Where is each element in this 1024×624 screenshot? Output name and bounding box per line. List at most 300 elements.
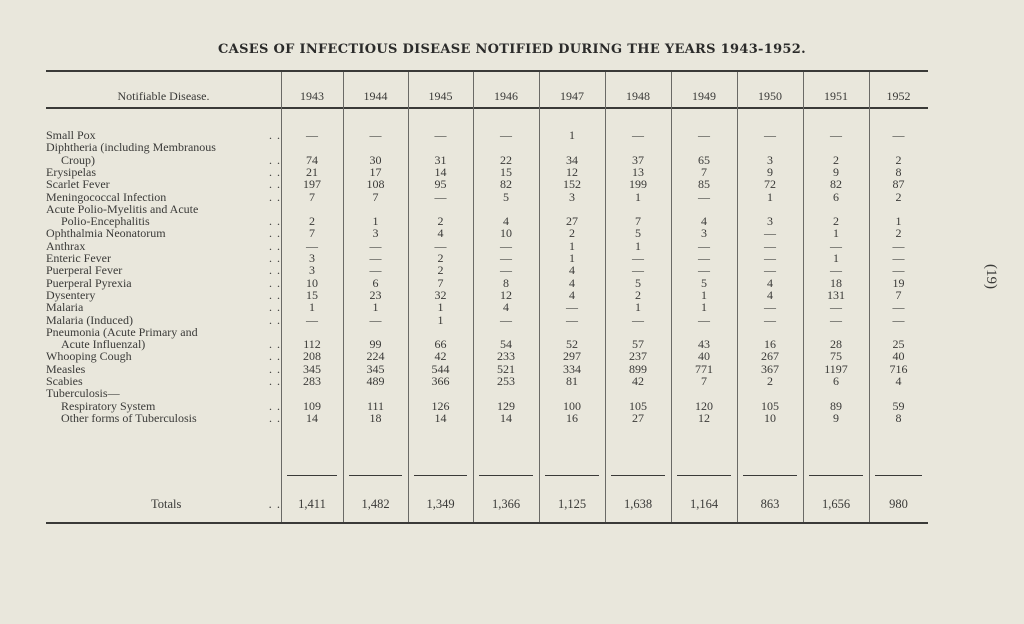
table-cell: 27 <box>566 214 578 229</box>
disease-label: Other forms of Tuberculosis <box>61 410 197 425</box>
table-cell: — <box>434 128 447 142</box>
leader-dots: . . <box>269 177 281 192</box>
table-cell: 34 <box>566 152 578 167</box>
table-cell: 52 <box>566 337 578 352</box>
table-cell: — <box>892 251 905 265</box>
table-cell: — <box>434 189 447 204</box>
table-row <box>46 326 928 339</box>
table-cell: 2 <box>833 152 839 167</box>
table-cell: — <box>698 189 710 204</box>
table-cell: 40 <box>892 349 905 364</box>
column-header-year: 1944 <box>363 89 388 103</box>
table-cell: — <box>764 226 776 241</box>
table-cell: 4 <box>569 263 575 278</box>
table-cell: 31 <box>434 152 447 167</box>
table-cell: — <box>892 312 905 327</box>
disease-label: Croup) <box>61 152 95 167</box>
table-cell: 7 <box>372 189 379 204</box>
table-cell: 95 <box>434 177 447 192</box>
table-cell: 4 <box>437 226 444 241</box>
table-cell: 4 <box>569 287 575 302</box>
table-cell: 42 <box>632 374 644 388</box>
table-cell: 37 <box>632 152 644 167</box>
table-cell: 9 <box>833 410 839 425</box>
disease-label: Anthrax <box>46 238 86 253</box>
table-cell: 1 <box>833 251 839 265</box>
table-cell: 208 <box>303 349 321 364</box>
table-cell: 2 <box>437 214 444 229</box>
table-cell: — <box>306 238 318 253</box>
table-cell: 7 <box>309 226 315 241</box>
leader-dots: . . <box>269 226 281 241</box>
table-cell: 283 <box>303 374 321 388</box>
table-cell: 366 <box>431 374 450 388</box>
totals-row <box>46 497 928 511</box>
table-cell: 1 <box>701 300 707 315</box>
table-cell: — <box>306 128 318 142</box>
table-cell: 5 <box>635 226 641 241</box>
table-cell: — <box>698 128 710 142</box>
disease-label: Erysipelas <box>46 164 96 179</box>
table-cell: 75 <box>830 349 842 364</box>
table-cell: 105 <box>761 398 779 413</box>
column-header-disease: Notifiable Disease. <box>117 89 210 103</box>
table-cell: 32 <box>434 287 447 302</box>
table-cell: — <box>830 263 842 278</box>
table-row <box>46 277 928 290</box>
table-cell: 1 <box>309 300 315 315</box>
table-cell: 199 <box>629 177 647 192</box>
table-cell: 2 <box>833 214 839 229</box>
column-header-year: 1949 <box>692 89 716 103</box>
table-cell: 4 <box>701 214 707 229</box>
table-cell: 10 <box>500 226 512 241</box>
disease-label: Scabies <box>46 374 83 388</box>
table-cell: 4 <box>767 275 773 290</box>
table-cell: 1 <box>437 312 444 327</box>
table-cell: 43 <box>698 337 710 352</box>
table-cell: — <box>764 300 776 315</box>
table-row <box>46 264 928 277</box>
table-cell: 65 <box>698 152 710 167</box>
bottom-rule <box>46 522 928 524</box>
table-row <box>46 166 928 179</box>
table-cell: 99 <box>369 337 382 352</box>
table-cell: 131 <box>827 287 845 302</box>
table-row <box>46 215 928 228</box>
table-cell: 345 <box>303 361 321 376</box>
table-cell: — <box>369 238 382 253</box>
table-cell: — <box>566 300 578 315</box>
table-title: CASES OF INFECTIOUS DISEASE NOTIFIED DURING THE YEARS 1943-1952. <box>218 42 806 57</box>
leader-dots: . . <box>269 214 281 229</box>
table-cell: 57 <box>632 337 644 352</box>
table-row <box>46 154 928 167</box>
total-cell: 1,349 <box>426 497 455 511</box>
table-cell: — <box>698 238 710 253</box>
table-cell: 4 <box>503 214 509 229</box>
disease-label: Whooping Cough <box>46 349 132 364</box>
sum-rule <box>349 475 402 476</box>
table-cell: 120 <box>695 398 713 413</box>
table-cell: — <box>830 238 842 253</box>
table-cell: 4 <box>503 300 509 315</box>
table-cell: 25 <box>892 337 905 352</box>
table-cell: 4 <box>895 374 902 388</box>
table-cell: — <box>764 238 776 253</box>
disease-label: Scarlet Fever <box>46 177 110 192</box>
column-header-year: 1945 <box>428 89 453 103</box>
table-cell: 109 <box>303 398 321 413</box>
table-cell: 16 <box>764 337 776 352</box>
table-cell: 334 <box>563 361 581 376</box>
table-cell: 367 <box>761 361 779 376</box>
leader-dots: . . <box>269 238 281 253</box>
table-cell: 42 <box>434 349 447 364</box>
total-cell: 1,366 <box>491 497 521 511</box>
sum-rule <box>611 475 665 476</box>
disease-label: Polio-Encephalitis <box>61 214 150 229</box>
sum-rule <box>677 475 731 476</box>
table-cell: 8 <box>895 410 902 425</box>
table-cell: 12 <box>698 410 710 425</box>
table-cell: — <box>892 300 905 315</box>
table-cell: 716 <box>889 361 908 376</box>
table-cell: 2 <box>895 152 902 167</box>
table-cell: 15 <box>306 287 318 302</box>
table-cell: — <box>632 312 644 327</box>
table-cell: 66 <box>434 337 447 352</box>
table-cell: 17 <box>369 164 382 179</box>
leader-dots: . . <box>269 337 281 352</box>
total-cell: 1,125 <box>557 497 587 511</box>
disease-label: Malaria (Induced) <box>46 312 133 327</box>
table-cell: 3 <box>767 214 773 229</box>
table-cell: 13 <box>632 164 644 179</box>
table-cell: — <box>632 251 644 265</box>
table-cell: 5 <box>635 275 641 290</box>
table-cell: 3 <box>309 251 315 265</box>
table-cell: 297 <box>563 349 581 364</box>
table-cell: — <box>632 263 644 278</box>
sum-rule <box>287 475 337 476</box>
totals-label: Totals <box>151 497 182 511</box>
table-cell: — <box>306 312 318 327</box>
table-cell: 1 <box>372 214 379 229</box>
table-cell: 8 <box>503 275 509 290</box>
table-cell: 3 <box>701 226 707 241</box>
leader-dots: . . <box>269 300 281 315</box>
table-cell: 1 <box>569 251 575 265</box>
table-cell: 345 <box>366 361 385 376</box>
table-cell: 30 <box>369 152 382 167</box>
table-cell: 28 <box>830 337 842 352</box>
table-cell: 14 <box>306 410 318 425</box>
table-cell: 3 <box>309 263 315 278</box>
table-cell: 111 <box>366 398 385 413</box>
table-cell: 224 <box>366 349 385 364</box>
table-cell: — <box>369 312 382 327</box>
leader-dots: . . <box>269 189 281 204</box>
table-cell: — <box>698 312 710 327</box>
table-cell: — <box>830 128 842 142</box>
table-cell: 85 <box>698 177 710 192</box>
table-row <box>46 412 928 425</box>
total-cell: 980 <box>889 497 908 511</box>
table-cell: 14 <box>434 410 447 425</box>
table-cell: 18 <box>369 410 382 425</box>
table-cell: 3 <box>372 226 379 241</box>
total-cell: 1,411 <box>298 497 326 511</box>
table-row <box>46 178 928 191</box>
table-cell: 6 <box>833 374 839 388</box>
table-cell: 1 <box>372 300 379 315</box>
table-cell: 59 <box>892 398 905 413</box>
sum-rule <box>809 475 863 476</box>
table-cell: 1 <box>569 238 575 253</box>
leader-dots: . . <box>269 152 281 167</box>
disease-label: Respiratory System <box>61 398 156 413</box>
table-cell: — <box>500 263 512 278</box>
table-row <box>46 363 928 376</box>
table-row <box>46 203 928 216</box>
table-cell: 6 <box>372 275 379 290</box>
table-cell: — <box>764 312 776 327</box>
disease-label: Acute Influenzal) <box>61 337 146 352</box>
table-row <box>46 141 928 154</box>
table-cell: — <box>632 128 644 142</box>
leader-dots: . . <box>269 410 281 425</box>
table-row <box>46 227 928 240</box>
table-cell: 10 <box>764 410 776 425</box>
table-cell: 126 <box>431 398 450 413</box>
disease-label: Ophthalmia Neonatorum <box>46 226 166 241</box>
page-number: (19) <box>983 264 999 289</box>
table-cell: — <box>892 263 905 278</box>
disease-label: Diphtheria (including Membranous <box>46 140 216 155</box>
leader-dots: . . <box>269 398 281 413</box>
table-cell: 16 <box>566 410 578 425</box>
table-cell: 3 <box>569 189 575 204</box>
column-header-year: 1948 <box>626 89 650 103</box>
disease-label: Puerperal Pyrexia <box>46 275 132 290</box>
table-cell: 54 <box>500 337 512 352</box>
table-cell: — <box>698 263 710 278</box>
leader-dots: . . <box>269 128 281 142</box>
table-cell: 1 <box>701 287 707 302</box>
table-cell: 2 <box>895 226 902 241</box>
table-row <box>46 252 928 265</box>
table-cell: 771 <box>695 361 713 376</box>
leader-dots: . . <box>269 349 281 364</box>
table-cell: 2 <box>437 263 444 278</box>
sum-rule <box>743 475 797 476</box>
total-cell: 1,164 <box>689 497 719 511</box>
table-cell: 1 <box>833 226 839 241</box>
table-cell: 81 <box>566 374 578 388</box>
table-cell: 74 <box>306 152 318 167</box>
top-rule <box>46 70 928 72</box>
table-cell: 6 <box>833 189 839 204</box>
table-cell: — <box>500 128 512 142</box>
table-cell: 152 <box>563 177 581 192</box>
leader-dots: . . <box>269 374 281 388</box>
table-cell: 197 <box>303 177 321 192</box>
table-cell: 82 <box>830 177 842 192</box>
table-cell: — <box>830 300 842 315</box>
table-cell: 1197 <box>824 361 848 376</box>
table-cell: 544 <box>431 361 450 376</box>
table-cell: 10 <box>306 275 318 290</box>
table-cell: 4 <box>767 287 773 302</box>
disease-label: Measles <box>46 361 86 376</box>
leader-dots: . . <box>269 361 281 376</box>
table-cell: 3 <box>767 152 773 167</box>
table-cell: 7 <box>701 164 707 179</box>
table-cell: 14 <box>500 410 512 425</box>
table-cell: 15 <box>500 164 512 179</box>
table-cell: 19 <box>892 275 905 290</box>
table-row <box>46 240 928 253</box>
table-cell: — <box>764 251 776 265</box>
table-cell: 9 <box>833 164 839 179</box>
disease-label: Dysentery <box>46 287 96 302</box>
column-header-year: 1951 <box>824 89 848 103</box>
table-cell: 1 <box>437 300 444 315</box>
table-cell: — <box>369 263 382 278</box>
leader-dots: . . <box>269 251 281 265</box>
table-cell: 23 <box>369 287 382 302</box>
table-cell: 267 <box>761 349 779 364</box>
table-cell: 7 <box>309 189 315 204</box>
table-cell: 21 <box>306 164 318 179</box>
table-cell: 237 <box>629 349 647 364</box>
column-header-year: 1947 <box>560 89 584 103</box>
table-row <box>46 387 928 400</box>
leader-dots: . . <box>269 287 281 302</box>
table-cell: 1 <box>569 128 575 142</box>
table-cell: — <box>500 238 512 253</box>
table-row <box>46 338 928 351</box>
total-cell: 1,482 <box>361 497 390 511</box>
table-cell: 7 <box>437 275 444 290</box>
disease-label: Enteric Fever <box>46 251 111 265</box>
table-cell: 5 <box>503 189 509 204</box>
table-cell: 89 <box>830 398 842 413</box>
table-cell: 40 <box>698 349 710 364</box>
column-header-year: 1946 <box>494 89 518 103</box>
table-cell: 9 <box>767 164 773 179</box>
leader-dots: . . <box>269 263 281 278</box>
table-cell: — <box>764 263 776 278</box>
leader-dots: . . <box>269 312 281 327</box>
disease-label: Malaria <box>46 300 84 315</box>
table-cell: 2 <box>309 214 315 229</box>
disease-label: Acute Polio-Myelitis and Acute <box>46 201 199 216</box>
table-cell: 899 <box>629 361 647 376</box>
table-cell: — <box>566 312 578 327</box>
total-cell: 863 <box>760 497 780 511</box>
table-cell: 100 <box>563 398 581 413</box>
table-row <box>46 301 928 314</box>
table-cell: — <box>369 251 382 265</box>
table-cell: 253 <box>497 374 515 388</box>
table-cell: 12 <box>500 287 512 302</box>
table-cell: 129 <box>497 398 515 413</box>
table-row <box>46 350 928 363</box>
table-cell: 2 <box>767 374 773 388</box>
table-cell: 22 <box>500 152 512 167</box>
table-cell: 1 <box>635 300 641 315</box>
table-cell: 7 <box>635 214 641 229</box>
table-cell: 5 <box>701 275 707 290</box>
table-cell: 8 <box>895 164 902 179</box>
table-row <box>46 375 928 388</box>
table-cell: 2 <box>437 251 444 265</box>
total-cell: 1,656 <box>821 497 851 511</box>
disease-label: Puerperal Fever <box>46 263 123 278</box>
table-cell: 105 <box>629 398 647 413</box>
table-cell: 1 <box>767 189 773 204</box>
disease-label: Meningococcal Infection <box>46 189 167 204</box>
table-cell: 12 <box>566 164 578 179</box>
table-cell: 87 <box>892 177 905 192</box>
sum-rule <box>479 475 533 476</box>
table-cell: 1 <box>635 238 641 253</box>
disease-label: Small Pox <box>46 128 96 142</box>
table-cell: 18 <box>830 275 842 290</box>
table-cell: 7 <box>895 287 902 302</box>
total-cell: 1,638 <box>623 497 653 511</box>
table-cell: — <box>892 238 905 253</box>
table-row <box>46 289 928 302</box>
table-cell: — <box>500 251 512 265</box>
leader-dots: . . <box>269 164 281 179</box>
table-cell: 7 <box>701 374 707 388</box>
header-rule <box>46 107 928 109</box>
table-cell: — <box>830 312 842 327</box>
table-cell: 14 <box>434 164 447 179</box>
table-cell: 82 <box>500 177 512 192</box>
table-cell: — <box>500 312 512 327</box>
sum-rule <box>545 475 599 476</box>
sum-rule <box>875 475 922 476</box>
table-cell: 2 <box>635 287 641 302</box>
table-cell: 2 <box>895 189 902 204</box>
disease-label: Tuberculosis— <box>46 386 120 401</box>
column-header-year: 1943 <box>300 89 324 103</box>
table-cell: — <box>434 238 447 253</box>
table-cell: 233 <box>497 349 515 364</box>
table-cell: 521 <box>497 361 515 376</box>
table-cell: — <box>698 251 710 265</box>
table-cell: — <box>892 128 905 142</box>
table-cell: 27 <box>632 410 644 425</box>
table-cell: 72 <box>764 177 776 192</box>
leader-dots: . . <box>268 497 281 511</box>
table-cell: 489 <box>366 374 385 388</box>
column-header-year: 1950 <box>758 89 782 103</box>
table-cell: 1 <box>895 214 902 229</box>
table-cell: — <box>369 128 382 142</box>
table-cell: 2 <box>569 226 575 241</box>
table-cell: 112 <box>303 337 321 352</box>
table-cell: 108 <box>366 177 385 192</box>
table-cell: 4 <box>569 275 575 290</box>
table-cell: 1 <box>635 189 641 204</box>
disease-label: Pneumonia (Acute Primary and <box>46 324 198 339</box>
leader-dots: . . <box>269 275 281 290</box>
